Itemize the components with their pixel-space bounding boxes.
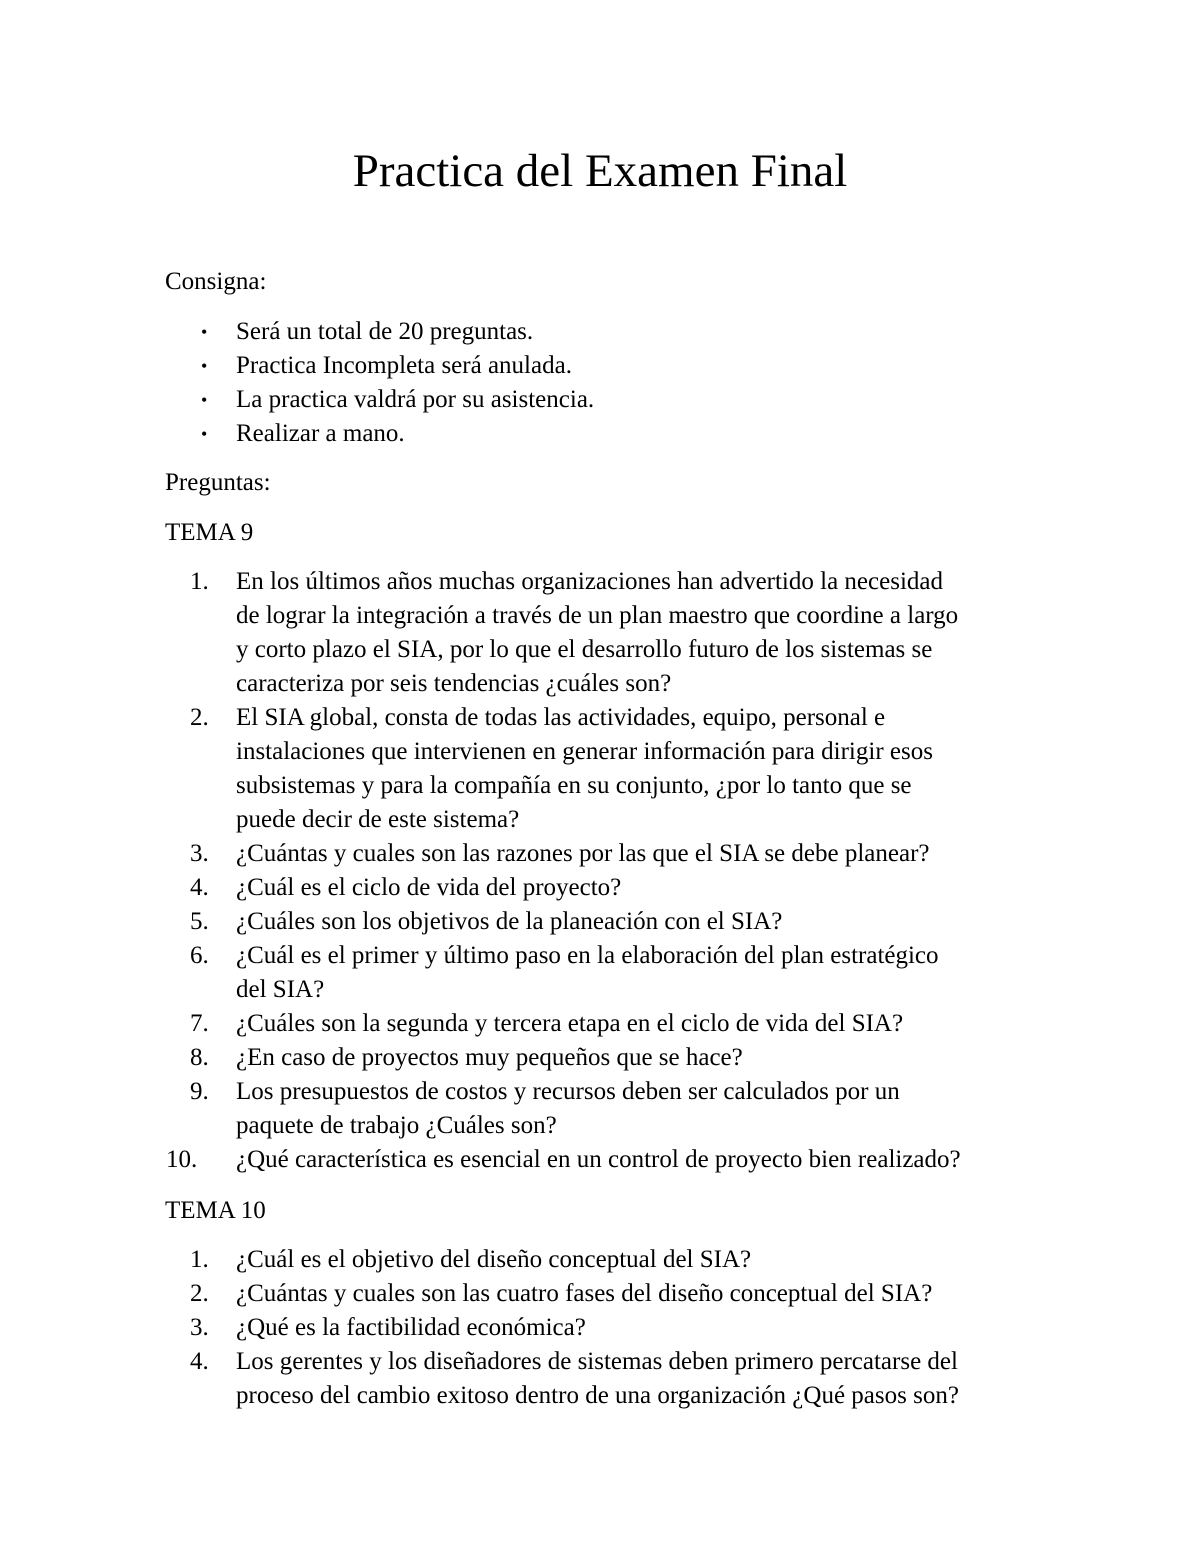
consigna-label: Consigna: <box>165 268 267 295</box>
question-text: ¿Cuál es el ciclo de vida del proyecto? <box>236 874 622 901</box>
document-title: Practica del Examen Final <box>352 145 848 197</box>
question-item <box>0 1143 1200 1177</box>
question-item <box>0 1345 1200 1413</box>
question-number: 5. <box>190 908 209 935</box>
consigna-list <box>0 315 1200 451</box>
question-item <box>0 1311 1200 1345</box>
question-text: ¿En caso de proyectos muy pequeños que se hace? <box>236 1044 743 1071</box>
question-item <box>0 1041 1200 1075</box>
list-item <box>0 417 1200 451</box>
question-item <box>0 1075 1200 1143</box>
question-number: 1. <box>190 568 209 595</box>
question-number: 4. <box>190 1348 209 1375</box>
question-text: ¿Qué es la factibilidad económica? <box>236 1314 586 1341</box>
tema9-heading: TEMA 9 <box>165 519 254 546</box>
question-item <box>0 871 1200 905</box>
bullet-icon: • <box>201 356 208 376</box>
list-item <box>0 315 1200 349</box>
question-item <box>0 1243 1200 1277</box>
question-number: 7. <box>190 1010 209 1037</box>
question-text: ¿Qué característica es esencial en un control de proyecto bien realizado? <box>236 1146 961 1173</box>
question-text: Los presupuestos de costos y recursos deben ser calculados por un paquete de trabajo ¿Cuáles son? <box>236 1078 900 1139</box>
tema9-questions <box>0 565 1200 1177</box>
question-text: Los gerentes y los diseñadores de sistemas deben primero percatarse del proceso del cambio exitoso dentro de una organización ¿Qué pasos son? <box>236 1348 959 1409</box>
bullet-icon: • <box>201 424 208 444</box>
question-text: En los últimos años muchas organizaciones han advertido la necesidad de lograr la integración a través de un plan maestro que coordine a largo y corto plazo el SIA, por lo que el desarrollo futuro de los sistemas se caracteriza por seis tendencias ¿cuáles son? <box>236 568 959 697</box>
question-number: 9. <box>190 1078 209 1105</box>
question-number: 2. <box>190 1280 209 1307</box>
list-item <box>0 349 1200 383</box>
tema10-questions <box>0 1243 1200 1413</box>
question-item <box>0 837 1200 871</box>
question-text: ¿Cuáles son la segunda y tercera etapa en el ciclo de vida del SIA? <box>236 1010 904 1037</box>
question-text: ¿Cuál es el primer y último paso en la elaboración del plan estratégico del SIA? <box>236 942 939 1003</box>
consigna-item-text: Será un total de 20 preguntas. <box>236 318 534 345</box>
question-number: 1. <box>190 1246 209 1273</box>
question-text: ¿Cuántas y cuales son las cuatro fases del diseño conceptual del SIA? <box>236 1280 933 1307</box>
question-number: 10. <box>166 1146 198 1173</box>
consigna-item-text: Realizar a mano. <box>236 420 405 447</box>
question-number: 8. <box>190 1044 209 1071</box>
consigna-item-text: La practica valdrá por su asistencia. <box>236 386 595 413</box>
question-text: ¿Cuál es el objetivo del diseño conceptual del SIA? <box>236 1246 752 1273</box>
question-number: 6. <box>190 942 209 969</box>
question-item <box>0 1007 1200 1041</box>
question-item <box>0 1277 1200 1311</box>
question-text: ¿Cuáles son los objetivos de la planeación con el SIA? <box>236 908 783 935</box>
question-item <box>0 939 1200 1007</box>
question-item <box>0 905 1200 939</box>
question-text: El SIA global, consta de todas las actividades, equipo, personal e instalaciones que intervienen en generar información para dirigir esos subsistemas y para la compañía en su conjunto, ¿por lo tanto que se puede decir de este sistema? <box>236 704 933 833</box>
question-number: 4. <box>190 874 209 901</box>
tema10-heading: TEMA 10 <box>165 1197 266 1224</box>
question-number: 3. <box>190 840 209 867</box>
question-item <box>0 565 1200 701</box>
question-item <box>0 701 1200 837</box>
question-text: ¿Cuántas y cuales son las razones por las que el SIA se debe planear? <box>236 840 930 867</box>
list-item <box>0 383 1200 417</box>
preguntas-label: Preguntas: <box>165 469 271 496</box>
consigna-item-text: Practica Incompleta será anulada. <box>236 352 572 379</box>
question-number: 2. <box>190 704 209 731</box>
question-number: 3. <box>190 1314 209 1341</box>
bullet-icon: • <box>201 322 208 342</box>
bullet-icon: • <box>201 390 208 410</box>
